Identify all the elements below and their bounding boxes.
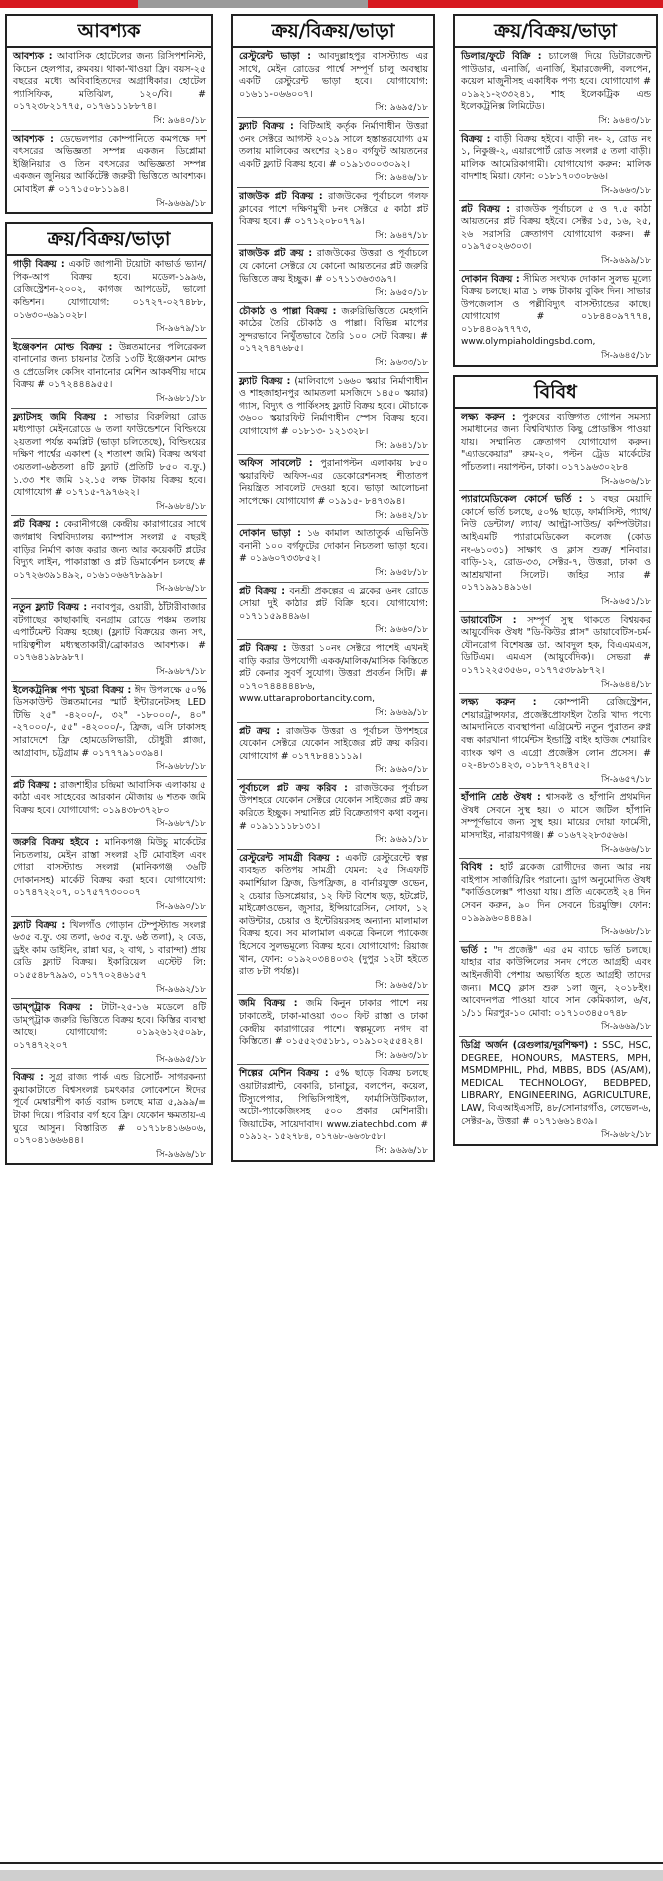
- bottom-bar: [0, 1870, 663, 1881]
- ad-code: সি-৯৬৯৬/১৮: [156, 1149, 206, 1160]
- ad-code: সি: ৯৬৪০/১৮: [153, 115, 206, 126]
- ad-body: [13, 259, 206, 322]
- bottom-rule: [0, 1862, 663, 1864]
- ad-text: "দ প্রজেক্ট" এর ৫ম ব্যাচে ভর্তি চলছে। যাহার বার কাউন্সিলের সনদ পেতে আগ্রহী এবং আইনজীবী পেশায় অভ্যর্থিত হতে আগ্রহী তাদের জন্য। MCQ ক্লাস শুরু ১লা জুন, ২০১৮ইং। আবেদনপত্র পাওয়া যাবে সান কেমিক্যাল, ৬/ব, ১/১১ মিরপুর-১০ মোবা: ০১৭১০৩৪৫০৭৪৮: [461, 944, 652, 1019]
- classified-ad: [455, 48, 656, 130]
- ad-list: [233, 48, 433, 1160]
- ad-heading: ডায়াবেটিস :: [461, 614, 517, 626]
- section-buy-sell-rent: [231, 14, 435, 1162]
- ad-text: টাটা-২৫-১৬ মডেলে ৪টি ডাম্প্ট্রাক জরুরি ভিত্তিতে বিক্রয় হবে। কিস্তির ব্যবস্থা আছে। যোগাযোগ: ০১৯২৬১২৫০৯৮, ০১৭৪৭২২০৭: [13, 1002, 206, 1051]
- ad-heading: লক্ষ্য করুন :: [461, 697, 537, 709]
- ad-code: সি-৯৬৯২/১৮: [156, 984, 206, 995]
- ad-text: একটি জাপানী টয়োটা কাভার্ড ভ্যান/পিক-আপ বিক্রয় হবে। মডেল-১৯৯৬, রেজিস্ট্রেশন-২০০২, কাগজ আপডেট, ভালো কন্ডিশন। যোগাযোগ: ০১৭২৭-০২৭৪৮৮, ০১৬৩০-৬৯১০২৮।: [13, 259, 206, 321]
- ad-text: সাভার বিরুলিয়া রোড মধ্যপাড়া মেইনরোডে ৬ তলা ফাউন্ডেশনে বিল্ডিংয়ে ২য়তলা পর্যন্ত কমপ্লিট (ভাড়া চলিতেছে), বিল্ডিংয়ের দক্ষিণ পার্শ্বের একাংশ (২ শতাংশ জমি) বিক্রয় অথবা ৩য়তলা-৬ষ্ঠতলা ৪টি ফ্ল্যাট (প্রতিটি ৮৫০ ব.ফু.) ১.৩৩ শং জমি ১২.১৫ লক্ষ টাকায় বিক্রয় হবে। যোগাযোগ # ০১৭১৫-৭৯৭৬২২।: [13, 411, 206, 499]
- classified-ad: [233, 245, 433, 301]
- ad-code: সি: ৯৬৪৬/১৮: [375, 173, 428, 184]
- ad-heading: জমি বিক্রয় :: [239, 998, 298, 1010]
- ad-text: বিটিআই কর্তৃক নির্মাণাধীন উত্তরা ৩নং সেক্টরে আগস্ট ২০১৯ সালে হস্তান্তরযোগ্য ৫ম তলায় মালিকের অংশের ২১৪০ বর্গফুট আয়তনের একটি ফ্ল্যাট বিক্রয় হবে। # ০১৯১৩০০৩০৯২।: [239, 120, 428, 170]
- classified-ad: [233, 188, 433, 244]
- classified-ad: [455, 491, 656, 610]
- ad-body: [239, 726, 428, 764]
- ad-text: বনশ্রী প্রকল্পের এ ব্লকের ৬নং রোডে সোয়া দুই কাঠার প্লট বিক্রি হবে। যোগাযোগ: ০১৭১১৫৯৪৪৯৬।: [239, 585, 429, 622]
- classified-ad: [7, 1069, 211, 1163]
- ad-body: [239, 306, 428, 356]
- ad-text: রাজউকের উত্তরা ও পূর্বাচলে যে কোনো সেক্টরে যে কোনো আয়তনের প্লট জরুরি ভিত্তিতে ক্রয় ইচ্ছুক। # ০১৭১১৩৬৩৩৯৭।: [239, 248, 428, 285]
- ad-heading: ডিলার/ফুটে বিক্রি :: [461, 51, 542, 62]
- ad-heading: চৌকাঠ ও পাল্লা বিক্রয় :: [239, 305, 337, 317]
- ad-body: [461, 792, 651, 842]
- ad-code: সি-৯৬০৬/১৮: [601, 476, 651, 487]
- ad-body: [461, 204, 651, 254]
- column-3: [453, 14, 658, 1154]
- ad-text: জরুরিভিত্তিতে মেহগনি কাঠের তৈরি চৌকাঠ ও পাল্লা। বিভিন্ন মাপের সুন্দরভাবে নিখুঁতভাবে তৈরি ১০০ সেট বিক্রয়। # ০১৭২৭৪৭৬৮৫।: [239, 305, 428, 355]
- ad-body: [13, 134, 206, 197]
- classified-ad: [455, 789, 656, 858]
- ad-heading: প্যারামেডিকেল কোর্সে ভর্তি :: [461, 494, 583, 506]
- section-buy-sell-rent: [5, 222, 213, 1165]
- ad-text: নবাবপুর, ওয়ারী, ঠাঁটারীবাজার বটগাছের কাছাকাছি বনগ্রাম রোডে পঞ্চম তলায় এপার্টমেন্ট বিক্রয় হচ্ছে। (ফ্ল্যাট বিক্রয়ের জন্য সৎ, দায়িত্বশীল মধ্যস্থতাকারী/ব্রোকারও আবশ্যক। # ০১৭৬৪১৯৮৯৮৭।: [13, 601, 207, 664]
- classified-ad: [233, 455, 433, 524]
- section-abosshok: [5, 14, 213, 214]
- ad-heading: বিক্রয় :: [461, 133, 491, 145]
- section-buy-sell-rent: [453, 14, 658, 367]
- classified-ad: [7, 256, 211, 338]
- classified-ad: [233, 1065, 433, 1159]
- ad-heading: পূর্বাচলে প্লট ক্রয় করিব :: [239, 782, 348, 794]
- ad-text: পুরুষের ব্যক্তিগত গোপন সমস্যা সমাধানের জন্য বিশ্ববিখ্যাত কিছু প্রোডাক্টস পাওয়া যায়। সম্মানিত ক্রেতাগণ যোগাযোগ করুন। "এ্যাডকেয়ার" রুম-২০, পল্টন ট্রেড মার্কেটের পাঁচতলা। নয়াপল্টন, ঢাকা। ০১৭১৯৬৩০২৮৪: [461, 411, 651, 474]
- ad-body: [239, 783, 428, 833]
- ad-text: সুগ্র রাজ্য পার্ক এন্ড রিসোর্ট- সাগরকন্যা কুয়াকাটাতে বিশ্বসংলগ্ন চমৎকার লোকেশনে ঈদের পূর্বে মেম্বারশীপ কার্ড বরাদ্দ চলছে মাত্র ৫,৯৯৯/= টাকা দিয়ে। পরিবার বর্গ হবে ফ্রি। যেকোন ক্ষমতায়-এ ঘুরে আসুন। বিস্তারিত # ০১৭১৮৪১৬৬০৬, ০১৭০৪১৬৬৬৪৪।: [13, 1072, 207, 1147]
- ad-body: [461, 615, 651, 678]
- ad-body: [239, 853, 428, 979]
- classified-ad: [233, 48, 433, 117]
- ad-code: সি: ৯৬৪৩/১৮: [598, 115, 651, 126]
- ad-heading: দোকান ভাড়া :: [239, 528, 301, 540]
- classified-ad: [233, 850, 433, 995]
- ad-text: রাজউক উত্তরা ও পূর্বাচল উপশহরে যেকোন সেক্টরে যেকোন সাইজের প্লট ক্রয় করিব। যোগাযোগ # ০১৭৭৮৪৪১১১৯।: [239, 725, 428, 762]
- classified-ad: [233, 373, 433, 455]
- ad-body: [239, 643, 428, 706]
- classified-ad: [233, 525, 433, 581]
- ad-text: ডেভেলপার কোম্পানিতে কমপক্ষে দশ বৎসরের অভিজ্ঞতা সম্পন্ন একজন ডিপ্লোমা ইঞ্জিনিয়ার ও তিন বৎসরের অভিজ্ঞতা সম্পন্ন একজন জুনিয়র আর্কিটেক্ট জরুরী ভিত্তিতে আবশ্যক। মোবাইল # ০১৭১৫০৮১১৯৪।: [13, 133, 206, 195]
- ad-text: ১ বছর মেয়াদি কোর্সে ভর্তি চলছে, ৫০% ছাড়ে, ফার্মাসিস্ট, প্যাথ/ নিউ ডেন্টাল/ ল্যাব/ আল্ট্রা-সাউন্ড/ কম্পিউটার। আইএমটি প্যারামেডিকেল কলেজ (কোড নং-৬১০৩১) সাক্ষাৎ ও ক্লাস শুক্র/ শনিবার। বাড়ি-১২, রোড-৩৩, সেক্টর-৭, উত্তরা, ঢাকা ও আশ্রয়খানা সিলেট। জহির স্যার # ০১৭১৯৯১৪৯১৬।: [461, 494, 651, 594]
- ad-list: [455, 48, 656, 365]
- ad-body: [13, 837, 206, 900]
- ad-body: [13, 602, 206, 665]
- ad-heading: আবশ্যক :: [13, 133, 54, 145]
- ad-heading: অফিস সাবলেট :: [239, 458, 313, 470]
- ad-code: সি-৯৬৮২/১৮: [601, 1130, 651, 1141]
- ad-code: সি-৯৬৬৩/১৮: [601, 185, 651, 196]
- ad-body: [461, 412, 651, 475]
- classified-ad: [455, 859, 656, 941]
- ad-body: [239, 528, 428, 566]
- ad-list: [455, 409, 656, 1144]
- classified-ad: [233, 118, 433, 187]
- classified-ad: [455, 271, 656, 365]
- ad-heading: আবশ্যক :: [13, 51, 53, 62]
- ad-body: [461, 945, 651, 1021]
- ad-heading: প্লট বিক্রয় :: [13, 779, 57, 791]
- ad-body: [13, 519, 206, 582]
- classified-ad: [455, 201, 656, 270]
- ad-heading: নতুন ফ্ল্যাট বিক্রয় :: [13, 601, 88, 613]
- ad-code: সি-৯৬৮৭/১৮: [156, 819, 206, 830]
- ad-code: সি: ৯৬৬৩/১৮: [375, 1050, 428, 1061]
- ad-text: বাড়ী বিক্রয় হইবে। বাড়ী নং- ২, রোড নং ১, নিকুঞ্জ-২, এয়ারপোর্ট রোড সংলগ্ন ৫ তলা বাড়ী। মালিক আমেরিকাগামী। যোগাযোগ করুন: মালিক বাদশাহ মিয়া। ফোন: ০১৮১৭০৩০৮৬৬।: [461, 133, 651, 183]
- ad-body: [461, 494, 651, 595]
- ad-heading: শিল্পের মেশিন বিক্রয় :: [239, 1068, 329, 1080]
- ad-code: সি-৯৬৯৫/১৮: [156, 1054, 206, 1065]
- section-title: আবশ্যক: [7, 16, 211, 48]
- ad-body: [13, 780, 206, 818]
- classified-ad: [7, 834, 211, 916]
- ad-code: সি-৯৬৮৪/১৮: [156, 501, 206, 512]
- ad-text: ১৬ কামাল আতাতুর্ক এভিনিউ বনানী ১০০ বর্গফুটের দোকান নিচতলা ভাড়া হবে। # ০১৯৬০৭৩৩৮৫২।: [239, 528, 429, 565]
- ad-text: হার্ট ব্লকেজ রোগীদের জন্য আর নয় বাইপাস সার্জারি/রিং পরানো। ড্রাগ অনুমোদিত ঔষধ "কার্ডিওলেক্স" পাওয়া যায়। প্রতি একেতেই ২৪ দিন সেবন করুন, ৯০ দিন সেবনে চিরমুক্তি। ফোন: ০১৯৯৯৬০৪৪৪৯।: [461, 862, 651, 924]
- ad-code: সি: ৯৬৯৫/১৮: [375, 103, 428, 114]
- classified-ad: [455, 612, 656, 694]
- classified-ad: [455, 1037, 656, 1144]
- ad-code: সি-৯৬৯৯/১৮: [601, 255, 651, 266]
- ad-heading: ইঞ্জেকশন মোল্ড বিক্রয় :: [13, 341, 113, 353]
- ad-code: সি: ৯৬৯৬/১৮: [375, 1145, 428, 1156]
- ad-body: [13, 1072, 206, 1148]
- section-title: ক্রয়/বিক্রয়/ভাড়া: [7, 224, 211, 256]
- ad-body: [239, 1068, 428, 1144]
- ad-code: সি-৯৬৪৪/১৮: [601, 679, 651, 690]
- ad-code: সি-৯৬৮১/১৮: [156, 394, 206, 405]
- ad-body: [461, 1040, 651, 1128]
- section-title: ক্রয়/বিক্রয়/ভাড়া: [233, 16, 433, 48]
- ad-body: [461, 51, 651, 114]
- ad-heading: ভর্তি :: [461, 944, 488, 956]
- ad-text: রাজউক পূর্বাচলে ৫ ও ৭.৫ কাঠা আয়তনের প্লট বিক্রয় হইবে। সেক্টর ১৫, ১৬, ২৫, ২৬ সরাসরি ক্রেতাগণ যোগাযোগ করুন। # ০১৯৭৫০২৬৩০৩।: [461, 203, 652, 253]
- ad-heading: বিবিধ :: [461, 862, 494, 874]
- ad-heading: রাজউক প্লট ক্রয় :: [239, 248, 313, 260]
- ad-text: শ্বাসকষ্ট ও হাঁপানি প্রথমদিন ঔষধ সেবনে সুস্থ হয়। ৩ মাসে জটিল হাঁপানি সম্পূর্ণভাবে জন্য সুস্থ হয়। মায়ের দোয়া ফার্মেসী, মাসদাইর, নারায়ণগঞ্জ। # ০১৬৭২২৮৩৫৬৬।: [461, 792, 652, 842]
- ad-code: সি-৯৬৬৯/১৮: [601, 1022, 651, 1033]
- ad-heading: রাজউক প্লট বিক্রয় :: [239, 190, 323, 202]
- ad-code: সি-৯৬৮৬/১৮: [156, 584, 206, 595]
- top-bar-red-left: [0, 0, 138, 8]
- ad-text: একটি রেস্টুরেন্টে স্বল্প ব্যবহৃত কতিপয় সামগ্রী যেমন: ২৫ সিএফটি কমার্শিয়াল ফ্রিজ, ডিপফ্রিজ, ৪ বার্নারযুক্ত ওভেন, ২ চেয়ার ডিসপ্লেয়ার, ১২ ফিট বিশেষ ছড়, হটপ্লেট, মাইক্রোওভেন, জুসার, ইন্সিয়ারেসিন, সোফা, ১২ কাউন্টার, চেয়ার ও ইন্টেরিয়রসহ অন্যান্য মালামাল বিক্রয় হবে। সব মালামাল একত্রে কিনলে প্যাকেজ হিসেবে সুলভমূল্যে বিক্রয় হবে। যোগাযোগ: রিয়াজ খান, ফোন: ০১৯২০৩৪৪০৩২ (দুপুর ১২টা হইতে রাত ৮টা পর্যন্ত)।: [239, 852, 428, 978]
- ad-text: কোম্পানী রেজিস্ট্রেশন, শেয়ারট্রান্সফার, প্রজেক্টপ্রোফাইল তৈরি খাদ্য পণ্যে আমদানিতে ব্যবস্থাপনা এগ্রিমেন্ট নতুন পুরাতন রুগ্ন বন্ধ কারখানা গার্মেন্টস ইন্ডাস্ট্রি বাইং হাউজ শেয়ারিং ব্যাংক ঋণ ও এগ্রো প্রজেক্টস লোন প্রসেস। # ০২-৪৮৩১৪২৩, ০১৮৭৭২৪৭৫২।: [461, 697, 651, 772]
- ad-heading: ইলেকট্রনিক্স পণ্য খুচরা বিক্রয় :: [13, 684, 132, 696]
- ad-text: SSC, HSC, DEGREE, HONOURS, MASTERS, MPH, MSMDMPHIL, Phd, MBBS, BDS (AS/AM), MEDICAL TECHNOLOGY, BEDBPED, LIBRARY, ENGINEERING, AGRICULTURE, LAW, বিএআইএসটি, ৪৮/সোনারগাঁও, লেভেল-৬, সেক্টর-৯, উত্তরা # ০১৭১৬৬১৪৩৯।: [461, 1039, 651, 1127]
- ad-body: [239, 51, 428, 101]
- ad-text: উন্নতমানের পলিরেকল বানানোর জন্য চায়নার তৈরি ১৩টি ইঞ্জেকশন মোল্ড ও প্রেডেলিং কেসিং বানানোর মেশিন আকর্ষণীয় দামে বিক্রয় # ০১৭২৪৪৪৯৫৫।: [13, 341, 206, 391]
- ad-code: সি: ৯৬৬০/১৮: [375, 625, 428, 636]
- ad-website-link[interactable]: www.olympiaholdingsbd.com,: [461, 337, 596, 348]
- column-1: [5, 14, 213, 1173]
- ad-code: সি: ৯৬৬৫/১৮: [375, 980, 428, 991]
- ad-body: [461, 134, 651, 184]
- section-title: ক্রয়/বিক্রয়/ভাড়া: [455, 16, 656, 48]
- top-bar-red-right: [368, 0, 663, 8]
- ad-body: [461, 862, 651, 925]
- classified-ad: [7, 599, 211, 681]
- ad-text: রাজউকের পূর্বাচলে গলফ ক্লাবের পাশে দক্ষিণমুখী ৮নং সেক্টরে ৫ কাঠা প্লট বিক্রয় হবে। # ০১৭১২০৮০৭৭৯।: [239, 190, 429, 228]
- ad-heading: প্লট বিক্রয় :: [461, 203, 510, 215]
- ad-body: [461, 274, 651, 350]
- ad-body: [13, 1002, 206, 1052]
- ad-website-link[interactable]: www.uttaraprobortancity.com,: [239, 694, 375, 705]
- ad-list: [7, 256, 211, 1163]
- ad-code: সি-৯৬৬৮/১৮: [601, 927, 651, 938]
- ad-heading: ফ্ল্যাট বিক্রয় :: [13, 919, 66, 931]
- ad-heading: প্লট ক্রয় :: [239, 725, 281, 737]
- classified-ad: [455, 131, 656, 200]
- ad-body: [13, 920, 206, 983]
- ad-text: রাজশাহীর চন্দ্রিমা আবাসিক এলাকায় ৫ কাঠা এবং সাহেবের আরকান মৌজায় ৬ শতক জমি বিক্রয় হবে। যোগাযোগ: ০১৯৪৩৮৩৭২৮০: [13, 779, 207, 816]
- ad-text: (মালিবাগে ১৬৬০ স্কয়ার নির্মাণাধীন ও শাহজাহানপুর আমতলা মসজিদে ১৪৫০ স্কয়ার) গ্যাস, বিদ্যুৎ ও পার্কিংসহ ফ্ল্যাট বিক্রয় হবে। মৌচাকে ৩৬০০ স্কয়ারফিট নির্মাণাধীন স্পেস বিক্রয় হবে। যোগাযোগ # ০১৮১৩- ১২১৩২৮।: [239, 375, 429, 438]
- ad-body: [13, 685, 206, 761]
- ad-list: [7, 48, 211, 212]
- classified-ad: [7, 409, 211, 516]
- ad-code: সি: ৯৬৯১/১৮: [375, 835, 428, 846]
- top-bar-gray: [138, 0, 368, 8]
- ad-code: সি-৯৬৮৮/১৮: [156, 762, 206, 773]
- ad-code: সি: ৯৬৪১/১৮: [375, 440, 428, 451]
- classified-ad: [455, 409, 656, 491]
- ad-code: সি: ৯৬৪২/১৮: [375, 510, 428, 521]
- classified-ad: [7, 339, 211, 408]
- ad-body: [239, 458, 428, 508]
- ad-heading: ফ্ল্যাট বিক্রয় :: [239, 120, 294, 132]
- ad-text: কেরানীগঞ্জে কেন্দ্রীয় কারাগারের সাথে জগন্নাথ বিশ্ববিদ্যালয় ক্যাম্পাস সংলগ্ন ৫ বছরই বাড়ির নির্মাণ কাজ করার জন্য আর কয়েকটি প্লটের বিদ্যুৎ লাইন, পাকারাস্তা ও প্লট ডিমার্কেশন চলছে # ০১৭২৬৩৯১৪৯২, ০১৬১০৬৬৭৮৯৯৮।: [13, 519, 207, 581]
- classified-ad: [455, 694, 656, 788]
- ad-heading: হাঁপানি শ্রেষ্ঠ ঔষধ :: [461, 792, 541, 804]
- classified-ad: [7, 917, 211, 999]
- ad-heading: লক্ষ্য করুন :: [461, 411, 516, 423]
- ad-text: উত্তরা ১০নং সেক্টরে পাশেই এখনই বাড়ি করার উপযোগী একক/মালিক/মাসিক কিস্তিতে প্লট কেনার সুবর্ণ সুযোগ। উত্তরা প্রবর্তন সিটি। # ০১৭০৭৪৪৪৪৪৮৬,: [239, 642, 428, 692]
- ad-text: আবাসিক হোটেলের জন্য রিসিপশনিস্ট, কিচেন হেলপার, রুমবয়। থাকা-খাওয়া ফ্রি। বয়স-২৫ বছরের মধ্যে অবিবাহিতদের অগ্রাধিকার। হোটেল প্যাসিফিক, মতিঝিল, ১২০/বি। # ০১৭২৩৮২১৭৭৫, ০১৭৬১১১৮৮৭৪।: [13, 51, 206, 113]
- ad-body: [239, 121, 428, 171]
- classified-ad: [7, 48, 211, 130]
- classified-ad: [233, 303, 433, 372]
- ad-code: সি: ৯৬৩৩/১৮: [375, 358, 428, 369]
- ad-code: সি: ৯৬৯০/১৮: [375, 765, 428, 776]
- ad-code: সি-৯৬৬৬/১৮: [601, 844, 651, 855]
- ad-code: সি-৯৬৭৯/১৮: [156, 324, 206, 335]
- ad-heading: রেস্টুরেন্ট ভাড়া :: [239, 51, 312, 62]
- ad-body: [239, 191, 428, 229]
- ad-text: সীমিত সংখ্যক দোকান সুলভ মূল্যে বিক্রয় চলছে। মাত্র ১ লক্ষ টাকায় বুকিং দিন। সাভার উপজেলাস ও পল্লীবিদ্যুৎ বাসস্ট্যান্ডের কাছে। যোগাযোগ # ০১৮৪৪০৯৭৭৭৪, ০১৮৪৪০৯৭৭৭৩,: [461, 273, 652, 335]
- ad-heading: প্লট বিক্রয় :: [239, 642, 287, 654]
- ad-heading: ফ্ল্যাটসহ জমি বিক্রয় :: [13, 411, 108, 423]
- classified-ad: [233, 583, 433, 639]
- ad-heading: ডিগ্রি অর্জন (রেগুলার/দূরশিক্ষণ) :: [461, 1039, 598, 1051]
- top-color-bar: [0, 0, 663, 8]
- ad-body: [239, 998, 428, 1048]
- ad-heading: রেস্টুরেন্ট সামগ্রী বিক্রয় :: [239, 852, 340, 864]
- ad-body: [239, 376, 428, 439]
- ad-text: রাজউকের পূর্বাচল উপশহরে যেকোন সেক্টরে যেকোন সাইজের প্লট ক্রয় করিতে ইচ্ছুক। সম্মানিত প্লট বিক্রেতাগণ কথা বলুন। # ০১৯১১১১৮১৩১।: [239, 782, 429, 832]
- ad-code: সি: ৯৬৫৮/১৮: [375, 567, 428, 578]
- ad-text: আবদুল্লাহপুর বাসস্ট্যান্ড এর সাথে, মেইন রোডের পার্শ্বে সম্পূর্ণ চালু অবস্থায় একটি রেস্টুরেন্ট ভাড়া হবে। যোগাযোগ: ০১৬১১-০৬৬০০৭।: [239, 51, 428, 100]
- ad-heading: গাড়ী বিক্রয় :: [13, 259, 65, 271]
- classified-ad: [7, 999, 211, 1068]
- classified-ad: [7, 131, 211, 213]
- classified-ad: [7, 516, 211, 598]
- ad-heading: প্লট বিক্রয় :: [13, 519, 59, 531]
- ad-code: সি: ৯৬৬৯/১৮: [375, 707, 428, 718]
- ad-text: ঈদ উপলক্ষে ৫০% ডিসকাউন্ট উন্নতমানের স্মার্ট ইন্টারনেটসহ LED টিভি ২৫" -৪২০০/-, ৩২" -১৮০০০/-, ৪০" -২৭০০০/-, ৫৫" -৪২০০০/-, ফ্রিজ, এসি ঢাকাসহ সারাদেশে ফ্রি হোমডেলিভারী, চৌধুরী প্লাজা, আগ্রাবাদ, চট্টগ্রাম # ০১৭৭৭৯১০৩৯৪।: [13, 684, 207, 759]
- ad-code: সি: ৯৬৫০/১৮: [375, 288, 428, 299]
- ad-body: [239, 248, 428, 286]
- ad-body: [13, 342, 206, 392]
- ad-code: সি-৯৬৫৭/১৮: [601, 774, 651, 785]
- section-bibidh: [453, 375, 658, 1146]
- ad-body: [461, 697, 651, 773]
- ad-text: খিলগাঁও গোড়ান টেম্পুস্ট্যান্ড সংলগ্ন ৬৩৫ ব.ফু. ৩য় তলা, ৬৩৫ ব.ফু. ৬ষ্ঠ তলা), ২ বেড, ড্রইং কাম ডাইনিং, রান্না ঘর, ২ বাথ, ১ বারান্দা) প্রায় রেডি ফ্ল্যাট বিক্রয়। ইকারিয়েল এস্টেট লি: ০১৫৫৪৮৭৯৯৩, ০১৭৭০২৪৬১৫৭: [13, 919, 207, 981]
- ad-code: সি-৯৬৪৫/১৮: [601, 351, 651, 362]
- classified-ad: [233, 780, 433, 849]
- ad-website-link[interactable]: www.ziatechbd.com # ০১৯১২- ১৫২৭৮৪, ০১৭৬৮-৬৬৩৮৫৮।: [239, 1119, 428, 1143]
- ad-text: চ্যালেঞ্জ দিয়ে ডিটারজেন্ট পাউডার, এনার্জি, এনার্জি, ইমারজেন্সী, বলপেন, কয়েল মাজুনীসহ একাধিক পণ্য হবে। যোগাযোগ # ০১৯২১-২৩৩২৪১, শাহ ইলেকট্রিক এন্ড ইলেকট্রনিক্স লিমিটেড।: [461, 51, 652, 113]
- ad-code: সি-৯৬৮৭/১৮: [156, 666, 206, 677]
- ad-text: সম্পূর্ণ সুস্থ থাকতে বিশ্বয়কর আয়ুর্বেদিক ঔষধ "ডি-কিউর প্লাস" ডায়াবেটিস-চর্ম-যৌনরোগ বিশেষজ্ঞ ডা. আবদুল হক, বিএএমএস, ডিটিএম। এমএস (আয়ুর্বেদিক)। সেভরা # ০১৭১২২৫৩৫৬০, ০১৭৭৫৩৮৯৮৭২।: [461, 614, 652, 676]
- ad-heading: দোকান বিক্রয় :: [461, 273, 520, 285]
- ad-text: পুরানাপল্টন এলাকায় ৮৫০ স্কয়ারফিট অফিস-এর ডেকোরেশনসহ শীতাতপ নিয়ন্ত্রিত সাবলেট দেওয়া হবে। ভাড়া আলোচনা সাপেক্ষে। যোগাযোগ # ০১৯১৫- ৮৪৭৩৯৪।: [239, 458, 428, 507]
- ad-code: সি: ৯৬৪৭/১৮: [375, 230, 428, 241]
- ad-body: [239, 586, 428, 624]
- ad-body: [13, 51, 206, 114]
- classified-ad: [7, 682, 211, 776]
- classified-ad: [455, 942, 656, 1036]
- ad-text: ৫% ছাড়ে বিক্রয় চলছে ওয়াটারপ্লান্ট, বেকারি, চানাচুর, বলপেন, কয়েল, টিস্যুপেপার, পিভিসিপাইপ, ফার্মাসিউটিক্যাল, অটো-প্যাকেজিংসহ ৫০০ প্রকার মেশিনারী। জিয়াটেক, সায়েদাবাদ।: [239, 1068, 429, 1130]
- ad-code: সি-৯৬৯০/১৮: [156, 902, 206, 913]
- ad-text: মানিকগঞ্জ মিউচু মার্কেটের নিচতলায়, মেইন রাস্তা সংলগ্ন ২টি মোবাইল এবং গোরা বাসস্ট্যান্ড সংলগ্ন (মানিকগঞ্জ ৩৬টি দোকানসহ) মার্কেট বিক্রয় করা হবে। যোগাযোগ: ০১৭৪৭২২০৭, ০১৭৫৭৭৩০০০৭: [13, 837, 207, 899]
- ad-code: সি-৯৬৫১/১৮: [601, 596, 651, 607]
- ad-body: [13, 412, 206, 500]
- section-title: বিবিধ: [455, 377, 656, 409]
- ad-heading: প্লট বিক্রয় :: [239, 585, 285, 597]
- column-2: [231, 14, 435, 1170]
- classified-ad: [233, 640, 433, 722]
- ad-heading: ফ্ল্যাট বিক্রয় :: [239, 375, 291, 387]
- ad-code: সি-৯৬৬৯/১৮: [156, 198, 206, 209]
- classified-ad: [233, 723, 433, 779]
- ad-heading: বিক্রয় :: [13, 1072, 44, 1084]
- ad-heading: জরুরি বিক্রয় হইবে :: [13, 837, 99, 849]
- classified-ad: [233, 995, 433, 1064]
- classified-ad: [7, 777, 211, 833]
- ad-text: জমি কিনুন ঢাকার পাশে নয় ঢাকাতেই, ঢাকা-মাওয়া ৩০০ ফিট রাস্তা ও ঢাকা কেন্দ্রীয় কারাগারের পাশে। স্বল্পমূল্যে নগদ বা কিস্তিতে। # ০১৫৫২৩৫১৮১, ০১৯১০২৫৫৪২৪।: [239, 998, 428, 1048]
- ad-heading: ডাম্প্ট্রাক বিক্রয় :: [13, 1002, 93, 1014]
